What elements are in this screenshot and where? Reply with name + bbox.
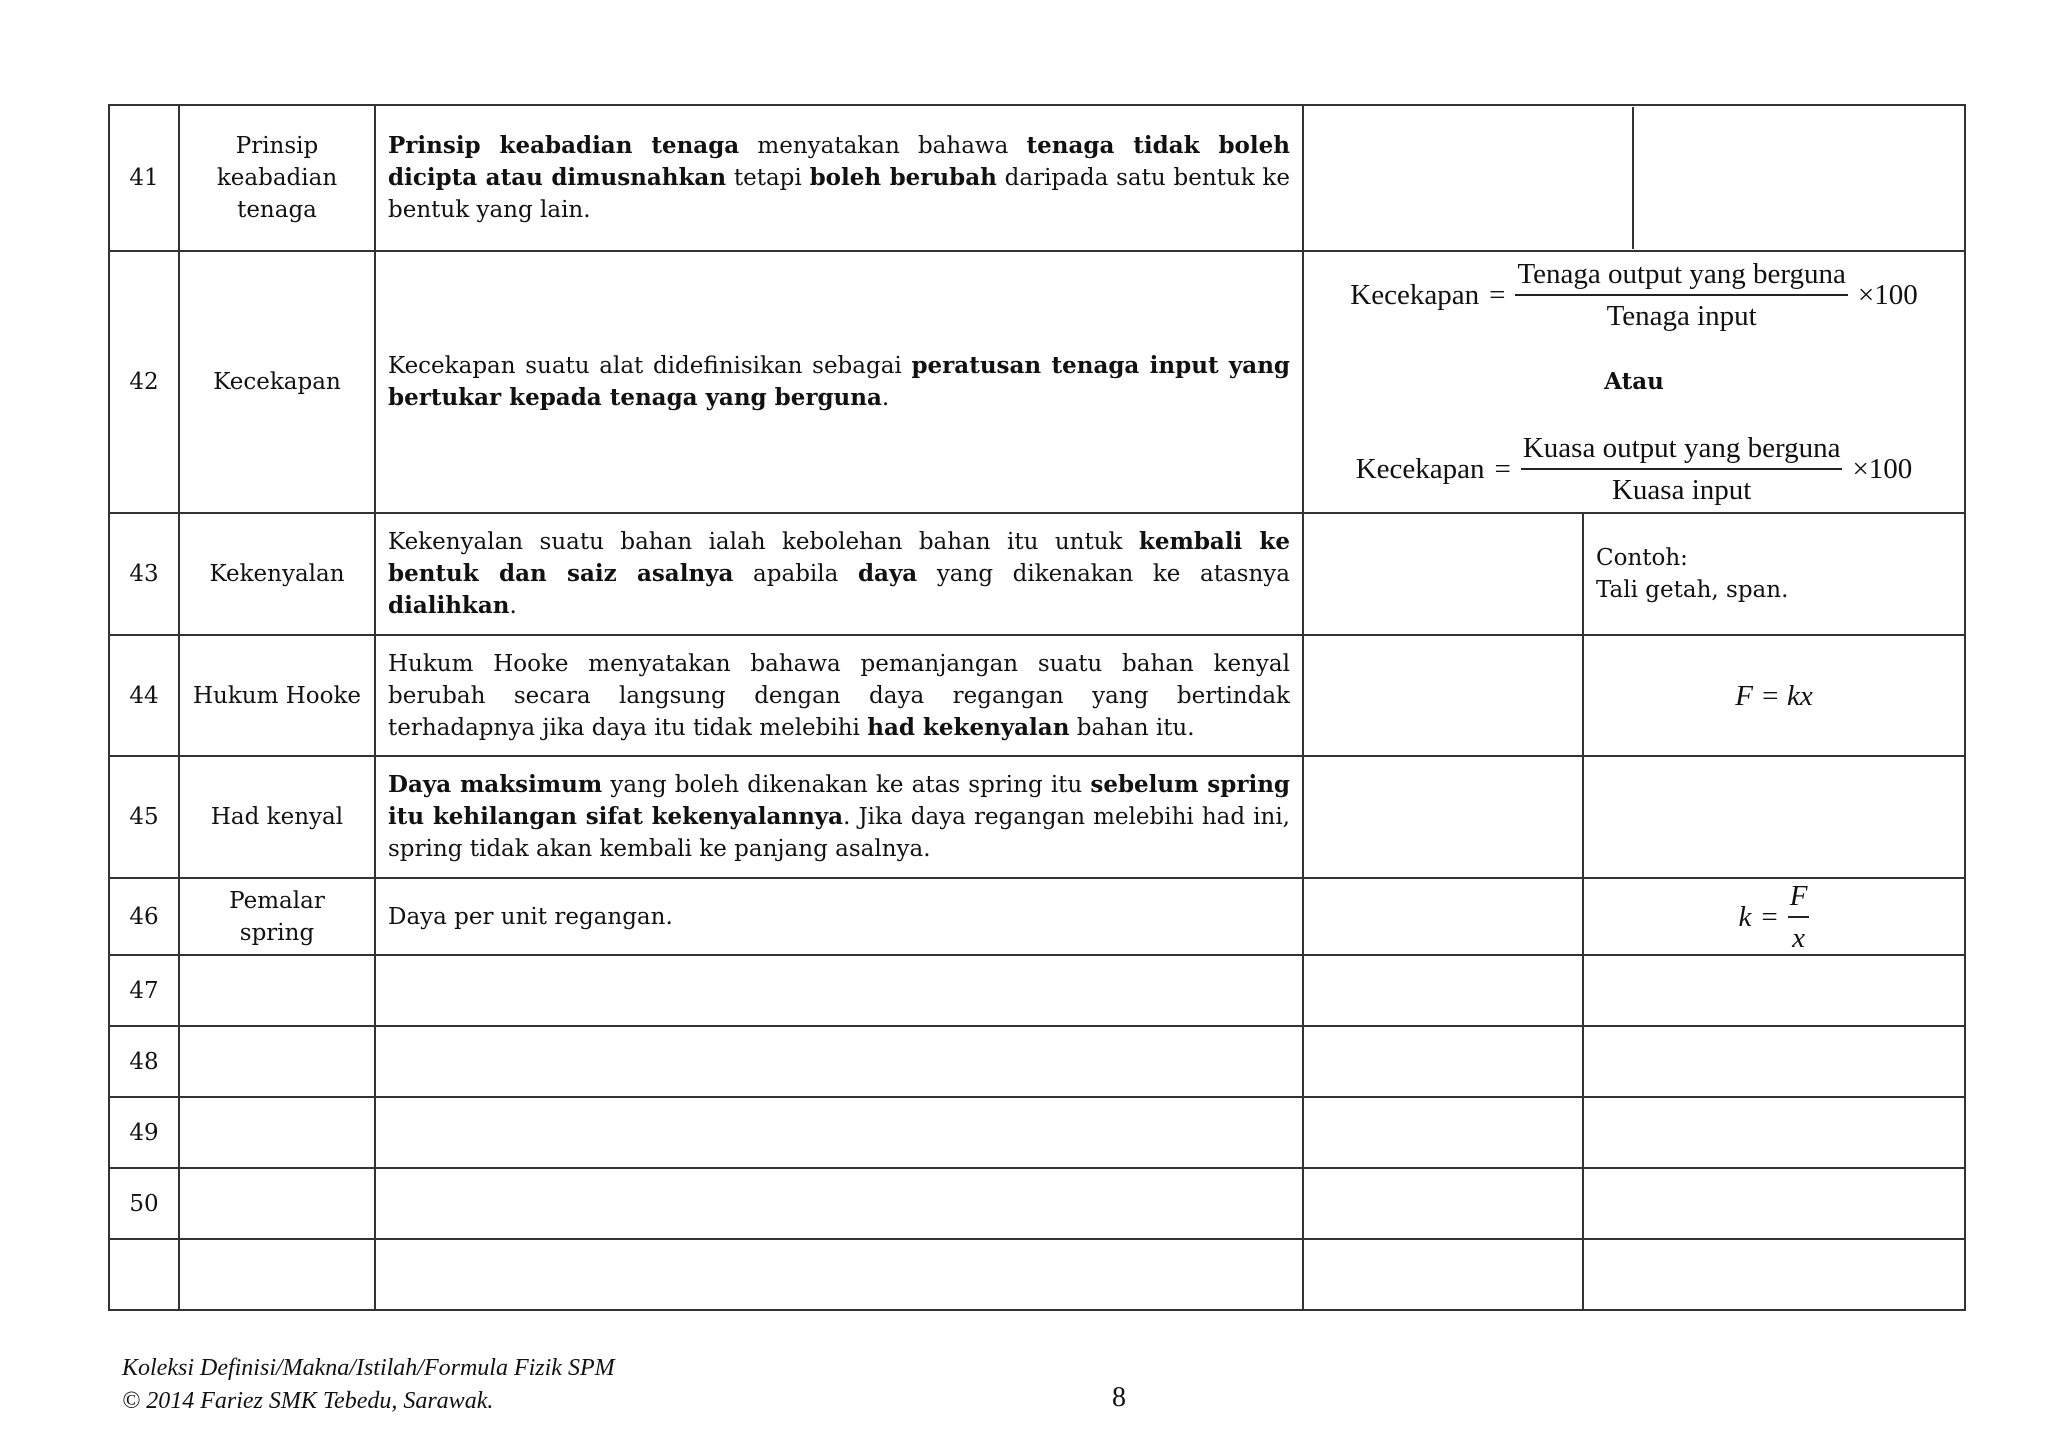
notes-cell [1303, 105, 1965, 251]
fraction-denominator: x [1792, 921, 1806, 954]
definition-text: Hukum Hooke menyatakan bahawa pemanjangan suatu bahan kenyal berubah secara langsung dengan daya regangan yang bertindak terhadapnya jika daya itu tidak melebihi [388, 650, 1290, 741]
notes-cell [1303, 1026, 1583, 1097]
example-cell [1583, 1026, 1965, 1097]
example-cell [1583, 1168, 1965, 1239]
definition-text: Kecekapan suatu alat didefinisikan sebagai [388, 353, 912, 379]
formula-hooke: F = kx [1735, 679, 1813, 712]
term-cell [179, 105, 375, 251]
fraction-numerator: Kuasa output yang berguna [1521, 432, 1843, 470]
definition-cell [375, 756, 1303, 878]
term-cell [179, 1168, 375, 1239]
table-row [109, 635, 1965, 756]
notes-cell [1303, 1239, 1583, 1310]
footer-title: Koleksi Definisi/Makna/Istilah/Formula Fizik SPM [122, 1355, 615, 1381]
row-number: 50 [109, 1168, 179, 1239]
fraction [1515, 258, 1847, 332]
fraction-denominator: Tenaga input [1606, 300, 1757, 332]
formula-lhs: Kecekapan [1350, 279, 1480, 311]
example-cell [1583, 513, 1965, 635]
example-cell [1583, 1097, 1965, 1168]
fraction [1521, 432, 1843, 506]
definition-text: yang dikenakan ke atasnya [917, 561, 1291, 587]
term-cell [179, 635, 375, 756]
example-cell [1583, 756, 1965, 878]
formula-multiplier: ×100 [1857, 279, 1918, 311]
definition-cell [375, 1168, 1303, 1239]
definition-bold: tenaga tidak boleh dicipta atau dimusnahkan [388, 132, 1290, 191]
term-cell [179, 955, 375, 1026]
row-number: 46 [109, 878, 179, 955]
definition-text: bahan itu. [1069, 714, 1195, 741]
term-line: Kecekapan [213, 369, 341, 395]
definition-bold: daya [857, 560, 918, 587]
term-line: Pemalar [229, 887, 325, 914]
definitions-table [108, 104, 1966, 1311]
definition-text: Daya per unit regangan. [388, 903, 673, 930]
fraction-denominator: Kuasa input [1611, 474, 1752, 506]
term-cell [179, 251, 375, 513]
formula-lhs: k [1738, 900, 1752, 933]
formula-cell [1303, 251, 1965, 513]
term-cell [179, 513, 375, 635]
term-line: tenaga [237, 197, 317, 223]
definition-text: . [509, 593, 517, 619]
example-cell [1583, 955, 1965, 1026]
definition-text: daripada satu bentuk ke bentuk yang lain. [388, 165, 1290, 223]
notes-cell [1303, 1168, 1583, 1239]
page-number: 8 [1112, 1382, 1126, 1413]
term-line: Kekenyalan [209, 561, 345, 587]
definition-cell [375, 1239, 1303, 1310]
formula [1304, 258, 1964, 332]
definition-text: apabila [733, 561, 858, 587]
formula-lhs: Kecekapan [1355, 453, 1485, 485]
definition-cell [375, 955, 1303, 1026]
row-number: 45 [109, 756, 179, 878]
definition-bold: boleh berubah [809, 164, 997, 191]
row-number: 47 [109, 955, 179, 1026]
footer [122, 1352, 615, 1418]
definition-bold: had kekenyalan [867, 713, 1070, 741]
formula-equals: = [1761, 900, 1778, 933]
term-cell [179, 1026, 375, 1097]
table-row [109, 878, 1965, 955]
notes-cell [1303, 635, 1583, 756]
table-row [109, 1097, 1965, 1168]
example-line: Tali getah, span. [1596, 577, 1789, 603]
term-cell [179, 1239, 375, 1310]
or-label: Atau [1604, 368, 1664, 395]
table-row [109, 955, 1965, 1026]
definition-bold: sebelum spring itu kehilangan sifat kekenyalannya [388, 771, 1290, 830]
example-cell [1583, 1239, 1965, 1310]
definition-text: menyatakan bahawa [739, 133, 1027, 159]
definition-text: tetapi [726, 165, 810, 191]
formula [1304, 432, 1964, 506]
definition-bold: Prinsip keabadian tenaga [388, 132, 740, 159]
definition-cell [375, 1097, 1303, 1168]
definition-cell [375, 1026, 1303, 1097]
split-cell [1304, 107, 1964, 249]
term-cell [179, 1097, 375, 1168]
notes-cell [1303, 513, 1583, 635]
row-number: 49 [109, 1097, 179, 1168]
notes-cell [1303, 1097, 1583, 1168]
notes-cell [1303, 878, 1583, 955]
formula [1584, 880, 1964, 954]
notes-cell [1303, 955, 1583, 1026]
table-row [109, 105, 1965, 251]
table-row [109, 756, 1965, 878]
definition-cell [375, 251, 1303, 513]
definition-cell [375, 105, 1303, 251]
term-line: spring [239, 919, 315, 946]
definition-cell [375, 635, 1303, 756]
definition-cell [375, 513, 1303, 635]
fraction [1788, 880, 1810, 954]
table-row [109, 1168, 1965, 1239]
fraction-numerator: F [1788, 880, 1810, 918]
example-cell [1583, 878, 1965, 955]
row-number: 44 [109, 635, 179, 756]
term-line: Had kenyal [210, 804, 344, 830]
definition-text: . [881, 385, 890, 411]
term-cell [179, 756, 375, 878]
term-line: Prinsip [235, 133, 319, 159]
fraction-numerator: Tenaga output yang berguna [1515, 258, 1847, 296]
row-number: 42 [109, 251, 179, 513]
example-line: Contoh: [1596, 545, 1688, 571]
table-row [109, 1239, 1965, 1310]
term-line: Hukum Hooke [192, 682, 362, 709]
definition-bold: kembali ke bentuk dan saiz asalnya [388, 528, 1290, 587]
notes-left [1304, 107, 1634, 249]
definition-bold: peratusan tenaga input yang bertukar kepada tenaga yang berguna [388, 352, 1290, 411]
definition-text: Kekenyalan suatu bahan ialah kebolehan bahan itu untuk [388, 529, 1139, 555]
row-number [109, 1239, 179, 1310]
definition-text: yang boleh dikenakan ke atas spring itu [602, 772, 1091, 798]
term-line: keabadian [216, 165, 338, 191]
notes-right [1634, 107, 1964, 249]
row-number: 41 [109, 105, 179, 251]
formula-equals: = [1494, 453, 1511, 485]
formula-equals: = [1489, 279, 1506, 311]
definition-cell [375, 878, 1303, 955]
table-row [109, 251, 1965, 513]
row-number: 43 [109, 513, 179, 635]
notes-cell [1303, 756, 1583, 878]
row-number: 48 [109, 1026, 179, 1097]
example-cell [1583, 635, 1965, 756]
definition-bold: Daya maksimum [388, 771, 603, 798]
table-row [109, 513, 1965, 635]
definition-text: . Jika daya regangan melebihi had ini, spring tidak akan kembali ke panjang asalnya. [388, 804, 1290, 862]
footer-copyright: © 2014 Fariez SMK Tebedu, Sarawak. [122, 1388, 494, 1414]
table-row [109, 1026, 1965, 1097]
definition-bold: dialihkan [388, 592, 510, 619]
formula-multiplier: ×100 [1852, 453, 1913, 485]
term-cell [179, 878, 375, 955]
